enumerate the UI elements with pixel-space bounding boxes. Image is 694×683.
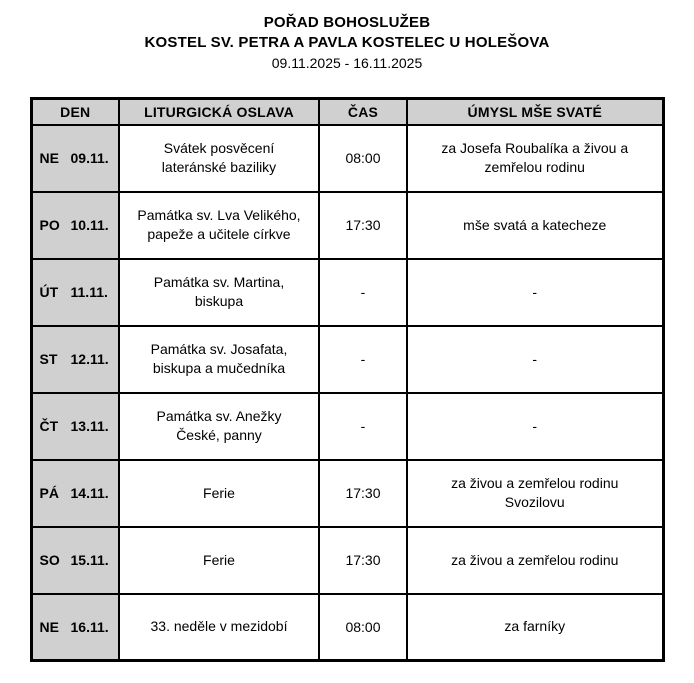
time-cell: 17:30 [319,527,407,594]
day-cell [31,326,119,393]
time-cell: 08:00 [319,125,407,192]
table-row [31,326,663,393]
day-date: 16.11. [70,618,109,635]
day-cell [31,125,119,192]
day-abbrev: SO [39,552,60,568]
table-row [31,527,663,594]
column-header-den: DEN [31,99,119,125]
church-name: KOSTEL SV. PETRA A PAVLA KOSTELEC U HOLEŠOVA [144,34,550,51]
table-row [31,259,663,326]
column-header-liturgicka-oslava: LITURGICKÁ OSLAVA [119,99,319,125]
week-date-range: 09.11.2025 - 16.11.2025 [271,55,423,71]
column-header-cas: ČAS [319,99,407,125]
day-date: 14.11. [70,485,109,501]
table-row [31,192,663,259]
day-cell [31,393,119,460]
table-header-row [31,99,663,125]
time-cell: 08:00 [319,594,407,661]
celebration-cell: Památka sv. Josafata, biskupa a mučedníka [119,326,319,393]
table-row [31,460,663,527]
day-cell [31,594,119,661]
day-cell [31,460,119,527]
table-row [31,125,663,192]
document-title: POŘAD BOHOSLUŽEB [263,14,431,31]
day-abbrev: ÚT [39,284,59,300]
time-cell: - [319,326,407,393]
celebration-cell: 33. neděle v mezidobí [119,594,319,661]
intention-cell: - [407,259,663,326]
celebration-cell: Památka sv. Lva Velikého, papeže a učitele církve [119,192,319,259]
day-abbrev: ST [39,351,58,367]
intention-cell: za živou a zemřelou rodinu Svozilovu [407,460,663,527]
table-row [31,594,663,661]
day-abbrev: PO [39,217,60,233]
day-date: 10.11. [70,217,109,233]
day-date: 12.11. [70,351,109,367]
intention-cell: - [407,393,663,460]
day-abbrev: ČT [39,418,59,434]
celebration-cell: Svátek posvěcení lateránské baziliky [119,125,319,192]
time-cell: - [319,393,407,460]
day-cell [31,192,119,259]
intention-cell: za farníky [407,594,663,661]
day-abbrev: NE [39,150,59,166]
schedule-table [30,97,665,662]
celebration-cell: Ferie [119,460,319,527]
intention-cell: za Josefa Roubalíka a živou a zemřelou rodinu [407,125,663,192]
time-cell: - [319,259,407,326]
day-cell [31,527,119,594]
intention-cell: mše svatá a katecheze [407,192,663,259]
document-header [0,13,694,73]
day-abbrev: NE [39,618,59,635]
day-date: 09.11. [70,150,109,166]
day-cell [31,259,119,326]
day-date: 11.11. [70,284,108,300]
column-header-umysl: ÚMYSL MŠE SVATÉ [407,99,663,125]
table-row [31,393,663,460]
celebration-cell: Památka sv. Anežky České, panny [119,393,319,460]
day-date: 13.11. [70,418,109,434]
day-abbrev: PÁ [39,485,59,501]
time-cell: 17:30 [319,192,407,259]
celebration-cell: Památka sv. Martina, biskupa [119,259,319,326]
intention-cell: - [407,326,663,393]
intention-cell: za živou a zemřelou rodinu [407,527,663,594]
celebration-cell: Ferie [119,527,319,594]
time-cell: 17:30 [319,460,407,527]
day-date: 15.11. [70,552,109,568]
